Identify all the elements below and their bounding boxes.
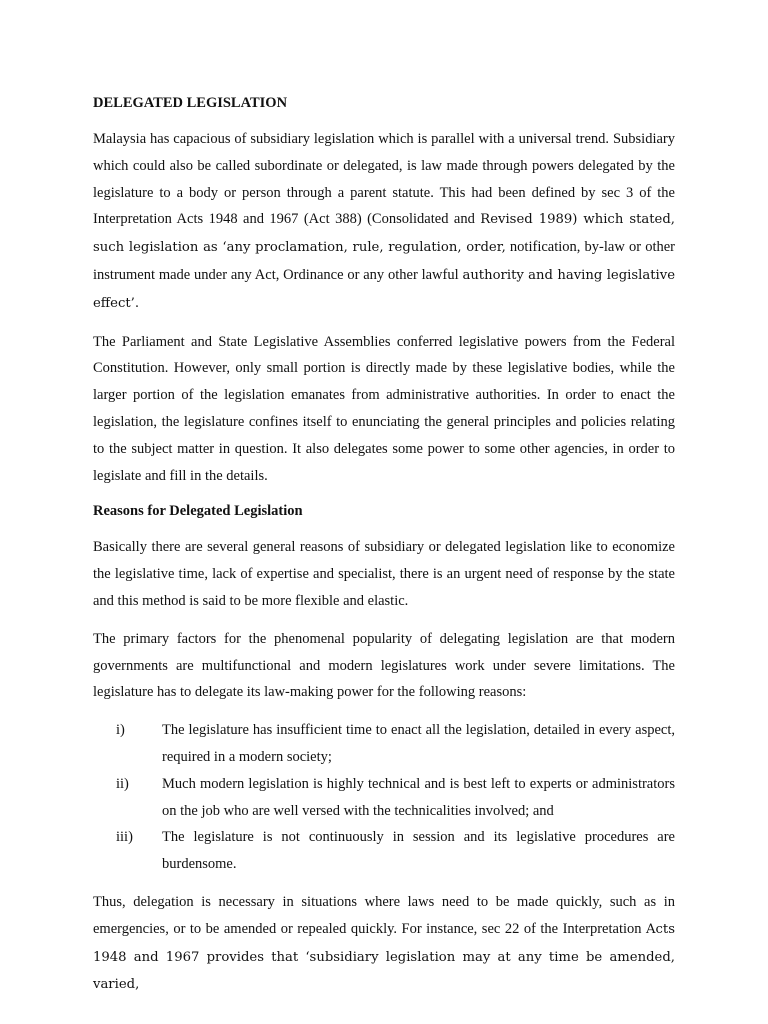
list-item-number: iii): [116, 829, 133, 846]
paragraph-intro-part2: Revised 1989) which stated, such legislation as ‘any proclamation, rule, regulation, order,: [93, 212, 675, 256]
paragraph-delegation-part2: Acts 1948 and 1967 provides that ‘subsidiary legislation may at any time be amended, varied,: [93, 921, 675, 993]
paragraph-intro-part1: Malaysia has capacious of subsidiary legislation which is parallel with a universal trend. Subsidiary which could also be called subordinate or delegated, is law made through powers delegated by the legislature to a body or person through a parent statute. This had been defined by sec 3 of the Interpretation Acts 1948 and 1967 (Act 388) (Consolidated and: [93, 131, 675, 228]
list-item: [93, 824, 675, 878]
paragraph-intro: [93, 126, 675, 318]
list-item-number: ii): [116, 775, 129, 792]
list-item-number: i): [116, 722, 125, 739]
list-item: [93, 717, 675, 771]
paragraph-intro-part3: notification, by-law or other instrument made under any Act, Ordinance or any other lawful: [93, 239, 676, 283]
list-item-text: The legislature has insufficient time to enact all the legislation, detailed in every aspect, required in a modern society;: [162, 722, 675, 765]
reasons-list: [93, 717, 675, 878]
paragraph-primary-factors: The primary factors for the phenomenal popularity of delegating legislation are that modern governments are multifunctional and modern legislatures work under severe limitations. The legislature has to delegate its law-making power for the following reasons:: [93, 630, 675, 701]
paragraph-delegation-part1: Thus, delegation is necessary in situations where laws need to be made quickly, such as in emergencies, or to be amended or repealed quickly. For instance, sec 22 of the Interpretation: [93, 893, 675, 937]
paragraph-general-reasons: Basically there are several general reasons of subsidiary or delegated legislation like to economize the legislative time, lack of expertise and specialist, there is an urgent need of response by the state and this method is said to be more flexible and elastic.: [93, 539, 675, 609]
list-item-text: Much modern legislation is highly technical and is best left to experts or administrators on the job who are well versed with the technicalities involved; and: [162, 775, 675, 819]
paragraph-parliament: The Parliament and State Legislative Assemblies conferred legislative powers from the Federal Constitution. However, only small portion is directly made by these legislative bodies, while the larger portion of the legislation emanates from administrative authorities. In order to enact the legislation, the legislature confines itself to enunciating the general principles and policies relating to the subject matter in question. It also delegates some power to some other agencies, in order to legislate and fill in the details.: [93, 333, 675, 484]
list-item: [93, 771, 675, 825]
document-heading: DELEGATED LEGISLATION: [93, 95, 288, 111]
section-heading-reasons: Reasons for Delegated Legislation: [93, 503, 303, 520]
list-item-text: The legislature is not continuously in session and its legislative procedures are burdensome.: [162, 829, 675, 873]
paragraph-intro-part4: authority and having legislative effect’.: [93, 267, 675, 311]
paragraph-delegation-necessary: [93, 889, 675, 999]
